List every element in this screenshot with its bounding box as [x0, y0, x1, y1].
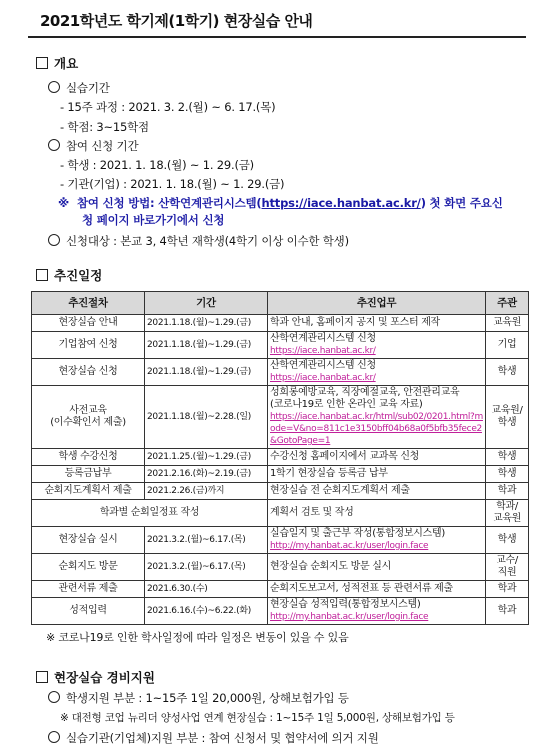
cell-owner: 학생 — [486, 359, 529, 386]
cell-task-text: 수강신청 홈페이지에서 교과목 신청 — [270, 451, 420, 462]
cell-task-text: 학과 안내, 홈페이지 공지 및 포스터 제작 — [270, 317, 440, 328]
note-prefix: 참여 신청 방법: 산학연계관리시스템( — [76, 196, 262, 210]
cell-period: 2021.6.30.(수) — [145, 581, 268, 598]
cell-task — [268, 598, 486, 625]
cell-step: 순회지도계획서 제출 — [32, 483, 145, 500]
cell-task-text: 계획서 검토 및 작성 — [270, 507, 354, 518]
section-overview-heading — [36, 54, 78, 72]
section-support-heading — [36, 668, 155, 686]
overview-apply-student: - 학생 : 2021. 1. 18.(월) ~ 1. 29.(금) — [60, 158, 254, 172]
table-row — [32, 359, 529, 386]
cell-owner: 학과 — [486, 483, 529, 500]
cell-task-text: 실습일지 및 출근부 작성(통합정보시스템) — [270, 528, 445, 539]
cell-task — [268, 581, 486, 598]
cell-task-text: 순회지도보고서, 성적전표 등 관련서류 제출 — [270, 583, 453, 594]
support-student-text: 학생지원 부분 : 1~15주 1일 20,000원, 상해보험가입 등 — [66, 691, 349, 705]
table-row — [32, 386, 529, 449]
cell-owner: 학과 — [486, 598, 529, 625]
apply-method-note-line2: 청 페이지 바로가기에서 신청 — [82, 213, 225, 227]
page-title: 2021학년도 학기제(1학기) 현장실습 안내 — [40, 12, 313, 30]
overview-period-course: - 15주 과정 : 2021. 3. 2.(월) ~ 6. 17.(목) — [60, 100, 276, 114]
cell-step: 순회지도 방문 — [32, 554, 145, 581]
cell-owner: 학생 — [486, 527, 529, 554]
cell-task-text: 현장실습 성적입력(통합정보시스템) — [270, 599, 421, 610]
cell-owner: 학생 — [486, 466, 529, 483]
section-schedule-heading — [36, 266, 102, 284]
table-row — [32, 332, 529, 359]
section-schedule-title: 추진일정 — [54, 268, 103, 283]
cell-owner: 교육원 — [486, 315, 529, 332]
schedule-table — [31, 291, 529, 625]
cell-step: 성적입력 — [32, 598, 145, 625]
circle-bullet-icon — [48, 691, 60, 703]
checkbox-square-icon — [36, 269, 48, 281]
cell-task — [268, 386, 486, 449]
cell-owner: 기업 — [486, 332, 529, 359]
support-student-note: ※ 대전형 코업 뉴리더 양성사업 연계 현장실습 : 1~15주 1일 5,000원, 상해보험가입 등 — [60, 712, 455, 724]
cell-step: 기업참여 신청 — [32, 332, 145, 359]
cell-task-text: 1학기 현장실습 등록금 납부 — [270, 468, 388, 479]
cell-step: 현장실습 신청 — [32, 359, 145, 386]
support-company — [48, 730, 379, 746]
overview-period-credit: - 학점: 3~15학점 — [60, 120, 149, 134]
cell-owner: 학과 — [486, 581, 529, 598]
cell-task-text: 산학연계관리시스템 신청 — [270, 360, 376, 371]
cell-step: 학과별 순회일정표 작성 — [32, 500, 268, 527]
note-mark: ※ — [58, 196, 69, 210]
cell-task-link[interactable]: http://my.hanbat.ac.kr/user/login.face — [270, 612, 429, 622]
cell-period: 2021.2.16.(화)~2.19.(금) — [145, 466, 268, 483]
table-row — [32, 466, 529, 483]
cell-task — [268, 359, 486, 386]
cell-task-link[interactable]: http://my.hanbat.ac.kr/user/login.face — [270, 541, 429, 551]
circle-bullet-icon — [48, 139, 60, 151]
period-label-text: 실습기간 — [66, 81, 110, 95]
checkbox-square-icon — [36, 57, 48, 69]
cell-task-text: 현장실습 전 순회지도계획서 제출 — [270, 485, 410, 496]
col-header-step: 추진절차 — [32, 292, 145, 315]
cell-step: 관련서류 제출 — [32, 581, 145, 598]
cell-period: 2021.1.18.(월)~2.28.(일) — [145, 386, 268, 449]
cell-task — [268, 500, 486, 527]
cell-owner: 학생 — [486, 449, 529, 466]
title-divider — [28, 36, 526, 38]
cell-task — [268, 332, 486, 359]
circle-bullet-icon — [48, 81, 60, 93]
section-support-title: 현장실습 경비지원 — [54, 670, 155, 685]
cell-period: 2021.6.16.(수)~6.22.(화) — [145, 598, 268, 625]
apply-label-text: 참여 신청 기간 — [66, 139, 139, 153]
cell-step: 현장실습 실시 — [32, 527, 145, 554]
checkbox-square-icon — [36, 671, 48, 683]
circle-bullet-icon — [48, 234, 60, 246]
table-row — [32, 449, 529, 466]
cell-task — [268, 554, 486, 581]
schedule-table-body — [32, 315, 529, 625]
section-overview-title: 개요 — [54, 56, 79, 71]
table-row — [32, 598, 529, 625]
col-header-period: 기간 — [145, 292, 268, 315]
cell-task — [268, 466, 486, 483]
table-row — [32, 527, 529, 554]
cell-step: 사전교육 (이수확인서 제출) — [32, 386, 145, 449]
col-header-owner: 주관 — [486, 292, 529, 315]
cell-task — [268, 483, 486, 500]
overview-period-label — [48, 80, 110, 96]
cell-period: 2021.1.25.(월)~1.29.(금) — [145, 449, 268, 466]
cell-owner: 교육원/ 학생 — [486, 386, 529, 449]
cell-task-text: 산학연계관리시스템 신청 — [270, 333, 376, 344]
support-student — [48, 690, 349, 706]
table-row — [32, 315, 529, 332]
cell-period: 2021.3.2.(월)~6.17.(목) — [145, 554, 268, 581]
cell-period: 2021.2.26.(금)까지 — [145, 483, 268, 500]
cell-period: 2021.1.18.(월)~1.29.(금) — [145, 332, 268, 359]
cell-task — [268, 527, 486, 554]
cell-step: 현장실습 안내 — [32, 315, 145, 332]
table-row — [32, 483, 529, 500]
circle-bullet-icon — [48, 731, 60, 743]
cell-task-link[interactable]: https://iace.hanbat.ac.kr/html/sub02/0201.html?mode=V&no=811c1e3150bff04b68a0f5bfb35fece2&GotoPage=1 — [270, 412, 483, 446]
cell-task-link[interactable]: https://iace.hanbat.ac.kr/ — [270, 346, 376, 356]
cell-period: 2021.1.18.(월)~1.29.(금) — [145, 315, 268, 332]
cell-task-text: 성희롱예방교육, 직장예절교육, 안전관리교육 (코로나19로 인한 온라인 교육 자료) — [270, 387, 460, 410]
iace-link[interactable]: https://iace.hanbat.ac.kr/ — [261, 196, 421, 210]
cell-task — [268, 449, 486, 466]
schedule-note: ※ 코로나19로 인한 학사일정에 따라 일정은 변동이 있을 수 있음 — [46, 631, 349, 644]
overview-apply-company: - 기관(기업) : 2021. 1. 18.(월) ~ 1. 29.(금) — [60, 177, 285, 191]
cell-owner: 교수/ 직원 — [486, 554, 529, 581]
support-company-text: 실습기관(기업체)지원 부분 : 참여 신청서 및 협약서에 의거 지원 — [66, 731, 379, 745]
table-row — [32, 554, 529, 581]
table-row — [32, 500, 529, 527]
cell-task — [268, 315, 486, 332]
cell-step: 등록금납부 — [32, 466, 145, 483]
note-suffix: ) 첫 화면 주요신 — [420, 196, 503, 210]
overview-apply-label — [48, 138, 138, 154]
cell-period: 2021.1.18.(월)~1.29.(금) — [145, 359, 268, 386]
table-row — [32, 581, 529, 598]
cell-task-link[interactable]: https://iace.hanbat.ac.kr/ — [270, 373, 376, 383]
cell-owner: 학과/ 교육원 — [486, 500, 529, 527]
apply-method-note — [58, 195, 503, 211]
target-text: 신청대상 : 본교 3, 4학년 재학생(4학기 이상 이수한 학생) — [66, 234, 349, 248]
cell-task-text: 현장실습 순회지도 방문 실시 — [270, 561, 391, 572]
cell-step: 학생 수강신청 — [32, 449, 145, 466]
cell-period: 2021.3.2.(월)~6.17.(목) — [145, 527, 268, 554]
overview-target — [48, 233, 349, 249]
col-header-task: 추진업무 — [268, 292, 486, 315]
